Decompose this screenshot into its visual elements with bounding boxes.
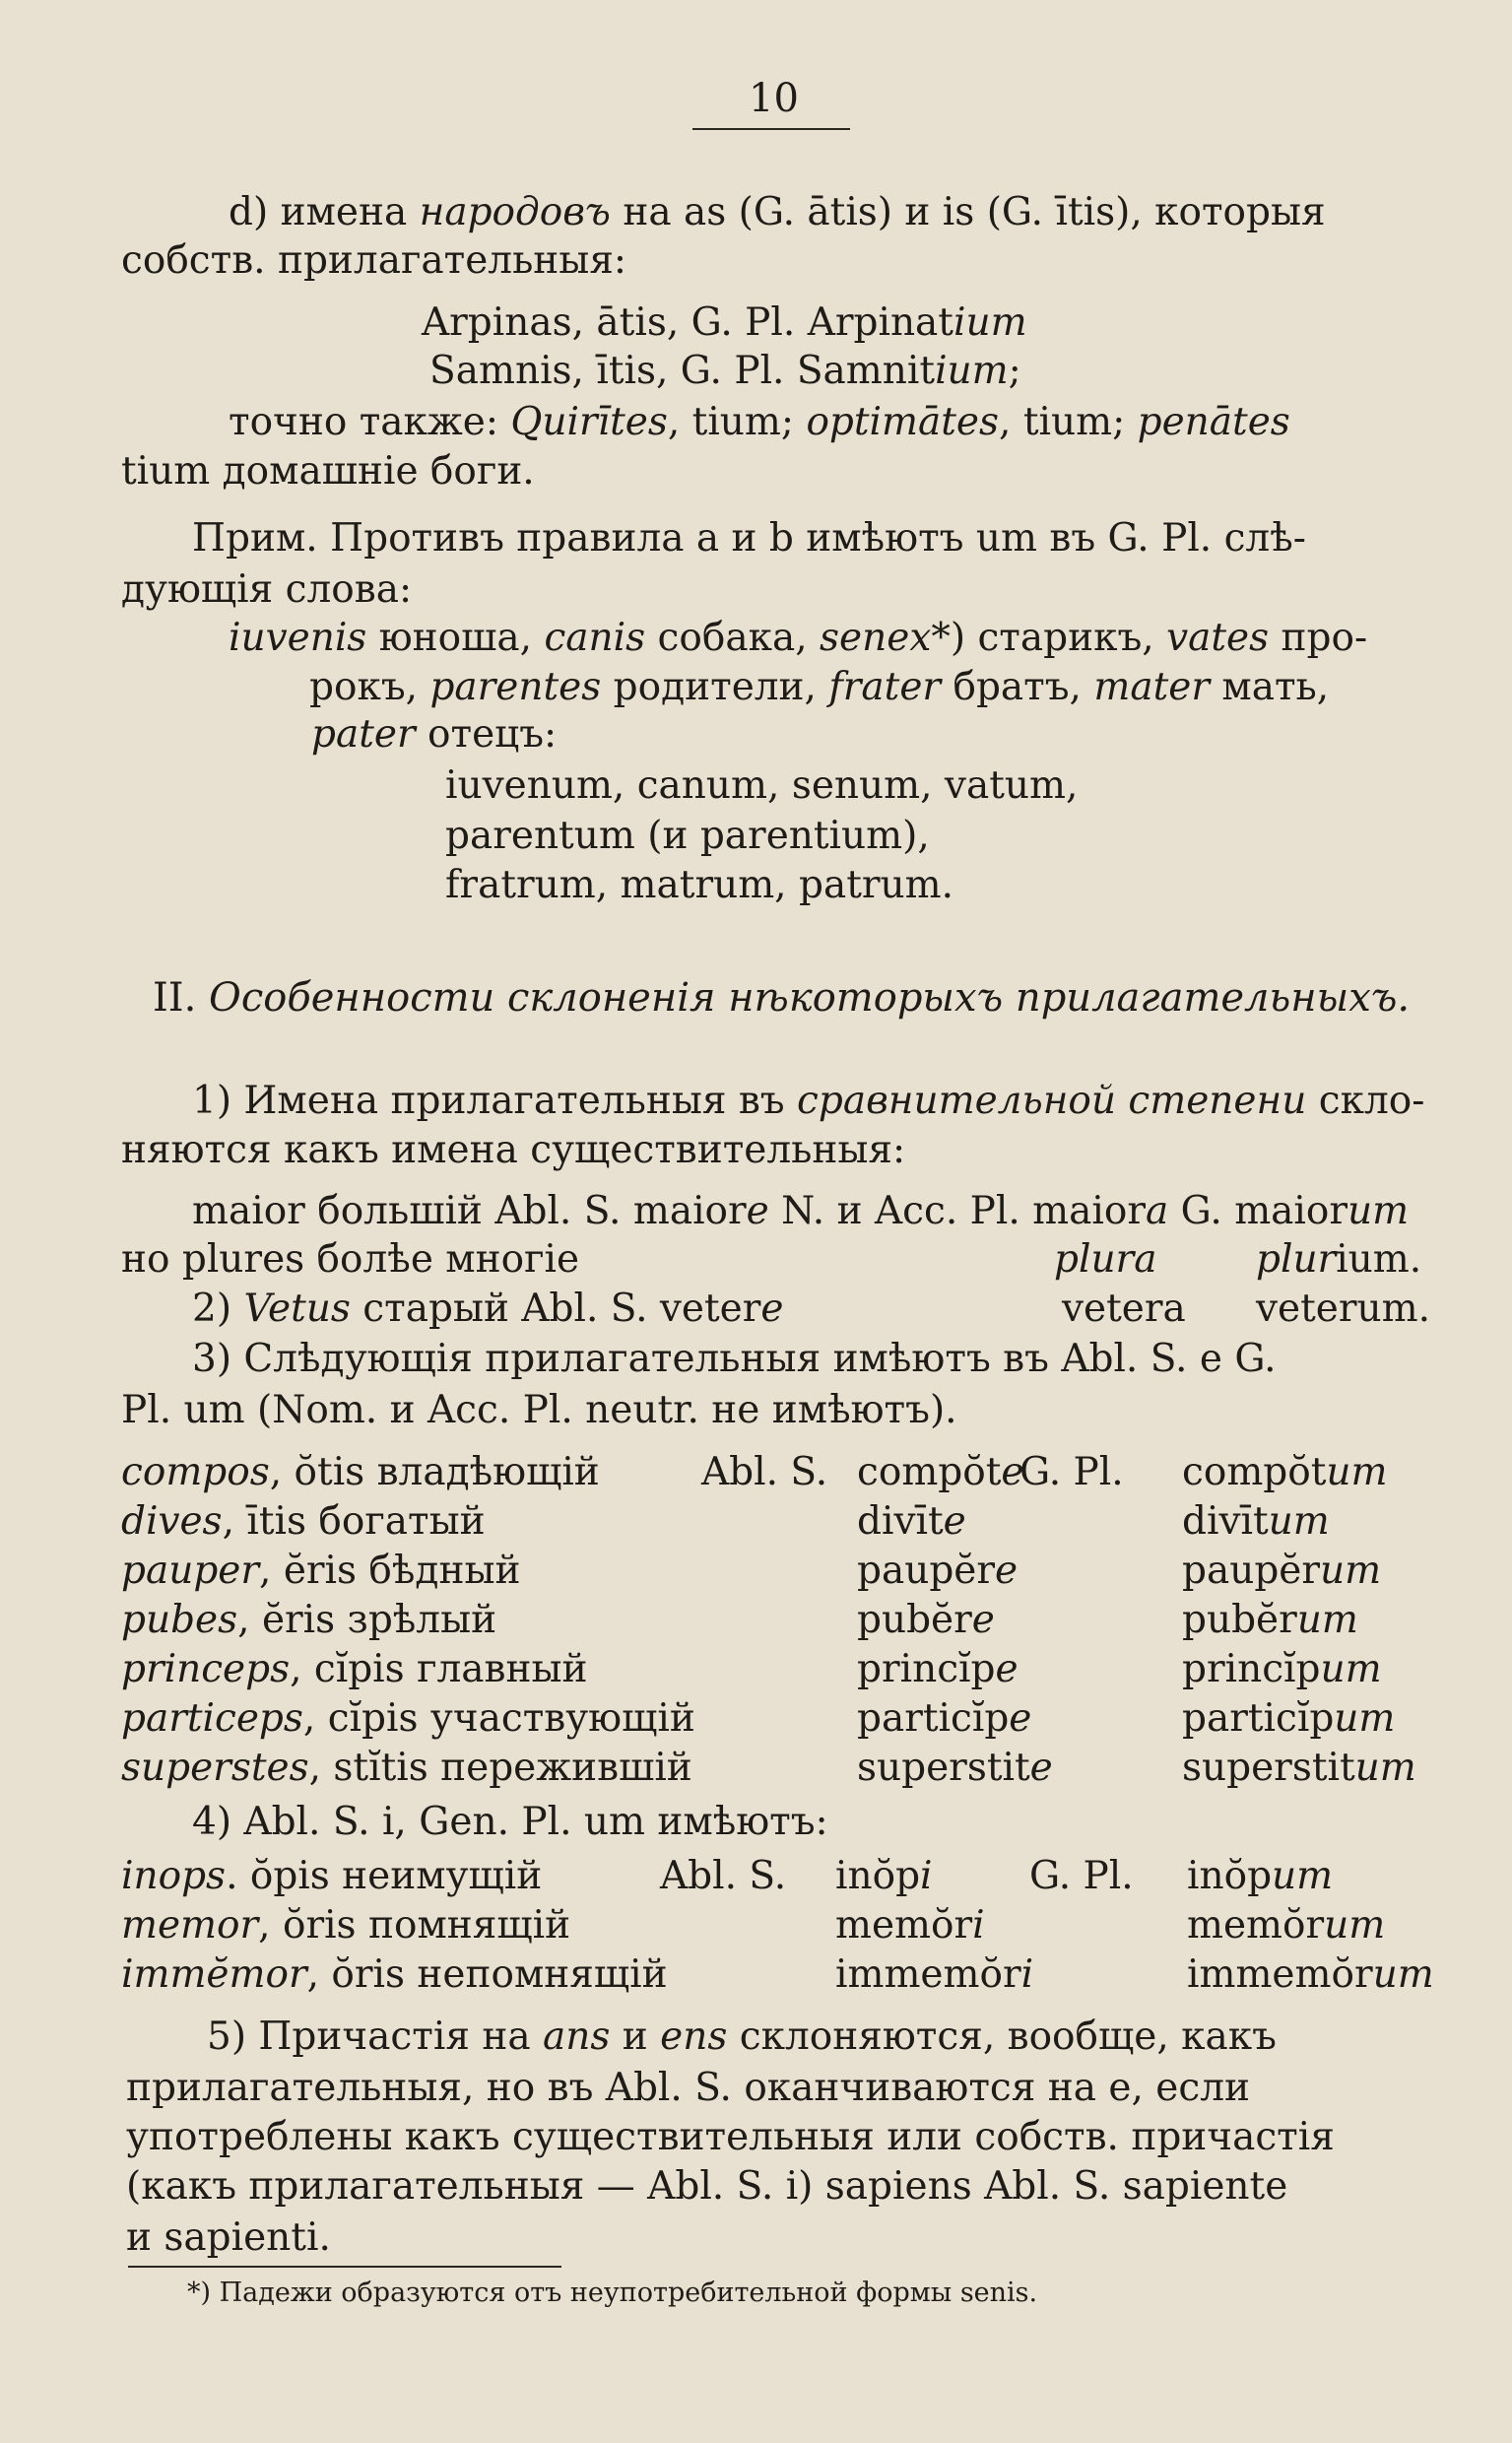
note-line-5: pater отецъ: bbox=[311, 712, 558, 757]
p3-line-2: Pl. um (Nom. и Acc. Pl. neutr. не имѣютъ). bbox=[121, 1388, 957, 1432]
p3-row-gpl: pubĕrum bbox=[1182, 1598, 1358, 1642]
p5-line-3: употреблены какъ существительныя или собств. причастія bbox=[126, 2115, 1335, 2159]
p4-row-gpl: memŏrum bbox=[1187, 1903, 1386, 1948]
para-d-line-6: tium домашніе боги. bbox=[121, 449, 535, 494]
p3-gpl-label: G. Pl. bbox=[1019, 1450, 1124, 1494]
para-d-line-2: собств. прилагательныя: bbox=[121, 238, 627, 283]
p3-row-word: compos, ŏtis владѣющій bbox=[121, 1450, 600, 1494]
p3-row-abl: divīte bbox=[857, 1499, 966, 1544]
para-d-example-2: Samnis, ītis, G. Pl. Samnitium; bbox=[429, 349, 1021, 393]
p3-row-abl: compŏte bbox=[857, 1450, 1024, 1494]
footnote: *) Падежи образуются отъ неупотребительной формы senis. bbox=[187, 2278, 1038, 2308]
p3-row-word: particeps, cĭpis участвующій bbox=[121, 1696, 695, 1741]
p3-row-abl: particĭpe bbox=[857, 1696, 1032, 1741]
p4-abl-label: Abl. S. bbox=[660, 1854, 787, 1898]
p4-gpl-label: G. Pl. bbox=[1029, 1854, 1134, 1898]
p4-row-abl: memŏri bbox=[835, 1903, 985, 1948]
footnote-rule bbox=[128, 2266, 561, 2268]
p3-row-abl: paupĕre bbox=[857, 1549, 1019, 1593]
p4-row-gpl: immemŏrum bbox=[1187, 1952, 1434, 1997]
p5-line-1: 5) Причастія на ans и ens склоняются, вообще, какъ bbox=[207, 2014, 1277, 2059]
note-line-3: iuvenis юноша, canis собака, senex*) старикъ, vates про- bbox=[229, 616, 1368, 660]
p3-row-abl: pubĕre bbox=[857, 1598, 995, 1642]
p1-line-3: maior большій Abl. S. maiore N. и Acc. Pl. maiora G. maiorum bbox=[192, 1189, 1410, 1233]
section-heading: II. Особенности склоненія нѣкоторыхъ прилагательныхъ. bbox=[153, 975, 1411, 1021]
p3-row-gpl: paupĕrum bbox=[1182, 1549, 1382, 1593]
para-d-example-1: Arpinas, ātis, G. Pl. Arpinatium bbox=[422, 300, 1027, 345]
p3-row-word: superstes, stĭtis пережившій bbox=[121, 1746, 692, 1790]
p1-plura: plura bbox=[1054, 1237, 1157, 1282]
header-rule bbox=[692, 128, 850, 130]
note-forms-1: iuvenum, canum, senum, vatum, bbox=[445, 763, 1079, 808]
p1-line-1: 1) Имена прилагательныя въ сравнительной степени скло- bbox=[192, 1079, 1425, 1123]
p3-row-gpl: particĭpum bbox=[1182, 1696, 1396, 1741]
note-line-2: дующія слова: bbox=[121, 567, 413, 612]
p1-line-4a: но plures болѣе многіе bbox=[121, 1237, 580, 1282]
p4-line-1: 4) Abl. S. i, Gen. Pl. um имѣютъ: bbox=[192, 1800, 828, 1844]
p4-row-word: inops. ŏpis неимущій bbox=[121, 1854, 543, 1898]
p3-row-abl: superstite bbox=[857, 1746, 1053, 1790]
p4-row-word: immĕmor, ŏris непомнящій bbox=[121, 1952, 668, 1997]
note-line-1: Прим. Противъ правила a и b имѣютъ um въ G. Pl. слѣ- bbox=[192, 516, 1306, 561]
para-d-line-5: точно также: Quirītes, tium; optimātes, tium; penātes bbox=[229, 400, 1290, 444]
p2-line: 2) Vetus старый Abl. S. vetere bbox=[192, 1287, 784, 1331]
note-forms-2: parentum (и parentium), bbox=[445, 814, 930, 858]
p5-line-4: (какъ прилагательныя — Abl. S. i) sapiens Abl. S. sapiente bbox=[126, 2164, 1288, 2209]
note-forms-3: fratrum, matrum, patrum. bbox=[445, 863, 954, 907]
p4-row-abl: inŏpi bbox=[835, 1854, 933, 1898]
p3-row-gpl: superstitum bbox=[1182, 1746, 1416, 1790]
p3-row-gpl: divītum bbox=[1182, 1499, 1330, 1544]
p3-row-word: pauper, ĕris бѣдный bbox=[121, 1549, 521, 1593]
p4-row-abl: immemŏri bbox=[835, 1952, 1034, 1997]
p3-row-word: princeps, cĭpis главный bbox=[121, 1647, 588, 1691]
p3-row-word: dives, ītis богатый bbox=[121, 1499, 486, 1544]
p4-row-word: memor, ŏris помнящій bbox=[121, 1903, 571, 1948]
p3-row-word: pubes, ĕris зрѣлый bbox=[121, 1598, 497, 1642]
p1-plurium: plurium. bbox=[1256, 1237, 1422, 1282]
p5-line-2: прилагательныя, но въ Abl. S. оканчиваются на e, если bbox=[126, 2066, 1250, 2110]
p2-veterum: veterum. bbox=[1256, 1287, 1431, 1331]
p3-row-gpl: princĭpum bbox=[1182, 1647, 1382, 1691]
p4-row-gpl: inŏpum bbox=[1187, 1854, 1334, 1898]
p3-abl-label: Abl. S. bbox=[701, 1450, 828, 1494]
para-d-line-1: d) имена народовъ на as (G. ātis) и is (G. ītis), которыя bbox=[229, 190, 1326, 234]
page-number: 10 bbox=[749, 76, 799, 121]
p3-row-gpl: compŏtum bbox=[1182, 1450, 1388, 1494]
p3-line-1: 3) Слѣдующія прилагательныя имѣютъ въ Abl. S. e G. bbox=[192, 1337, 1277, 1381]
note-line-4: рокъ, parentes родители, frater братъ, mater мать, bbox=[309, 665, 1330, 709]
p3-row-abl: princĭpe bbox=[857, 1647, 1019, 1691]
p2-vetera: vetera bbox=[1062, 1287, 1186, 1331]
p1-line-2: няются какъ имена существительныя: bbox=[121, 1128, 906, 1172]
p5-line-5: и sapienti. bbox=[126, 2215, 331, 2260]
